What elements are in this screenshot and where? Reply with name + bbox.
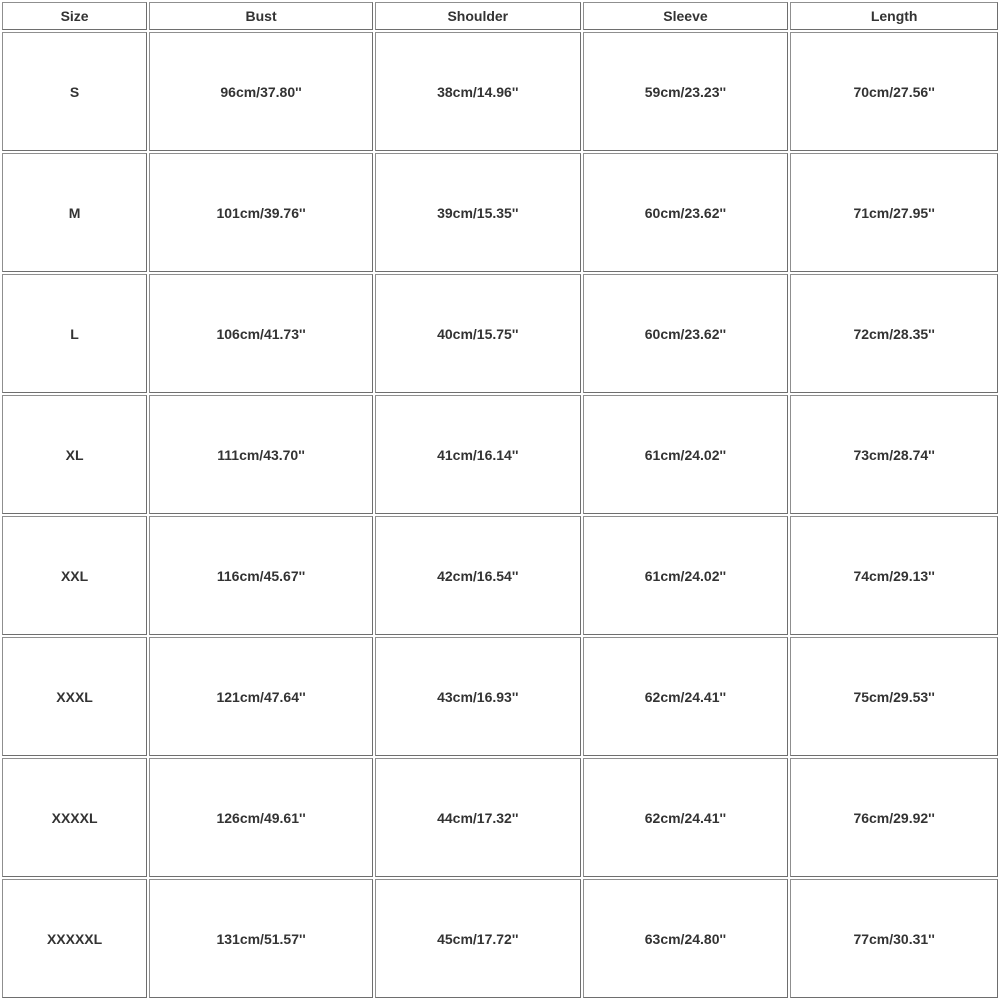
- shoulder-cell: 45cm/17.72'': [375, 879, 581, 998]
- table-header: [2, 2, 998, 30]
- length-cell: 73cm/28.74'': [790, 395, 998, 514]
- size-cell: XXXXXL: [2, 879, 147, 998]
- header-row: [2, 2, 998, 30]
- sleeve-cell: 60cm/23.62'': [583, 274, 789, 393]
- size-cell: M: [2, 153, 147, 272]
- bust-cell: 126cm/49.61'': [149, 758, 373, 877]
- bust-cell: 111cm/43.70'': [149, 395, 373, 514]
- header-shoulder: Shoulder: [375, 2, 581, 30]
- header-sleeve: Sleeve: [583, 2, 789, 30]
- shoulder-cell: 44cm/17.32'': [375, 758, 581, 877]
- table-row: [2, 32, 998, 151]
- length-cell: 74cm/29.13'': [790, 516, 998, 635]
- bust-cell: 131cm/51.57'': [149, 879, 373, 998]
- size-cell: XXXXL: [2, 758, 147, 877]
- sleeve-cell: 63cm/24.80'': [583, 879, 789, 998]
- header-bust: Bust: [149, 2, 373, 30]
- bust-cell: 96cm/37.80'': [149, 32, 373, 151]
- size-cell: XXXL: [2, 637, 147, 756]
- sleeve-cell: 61cm/24.02'': [583, 395, 789, 514]
- sleeve-cell: 59cm/23.23'': [583, 32, 789, 151]
- size-cell: L: [2, 274, 147, 393]
- header-length: Length: [790, 2, 998, 30]
- shoulder-cell: 40cm/15.75'': [375, 274, 581, 393]
- shoulder-cell: 38cm/14.96'': [375, 32, 581, 151]
- sleeve-cell: 61cm/24.02'': [583, 516, 789, 635]
- length-cell: 77cm/30.31'': [790, 879, 998, 998]
- header-size: Size: [2, 2, 147, 30]
- length-cell: 70cm/27.56'': [790, 32, 998, 151]
- bust-cell: 116cm/45.67'': [149, 516, 373, 635]
- table-row: [2, 274, 998, 393]
- sleeve-cell: 62cm/24.41'': [583, 758, 789, 877]
- bust-cell: 106cm/41.73'': [149, 274, 373, 393]
- length-cell: 76cm/29.92'': [790, 758, 998, 877]
- shoulder-cell: 39cm/15.35'': [375, 153, 581, 272]
- length-cell: 75cm/29.53'': [790, 637, 998, 756]
- table-row: [2, 637, 998, 756]
- size-cell: S: [2, 32, 147, 151]
- sleeve-cell: 60cm/23.62'': [583, 153, 789, 272]
- bust-cell: 121cm/47.64'': [149, 637, 373, 756]
- bust-cell: 101cm/39.76'': [149, 153, 373, 272]
- length-cell: 71cm/27.95'': [790, 153, 998, 272]
- table-row: [2, 516, 998, 635]
- table-row: [2, 153, 998, 272]
- shoulder-cell: 43cm/16.93'': [375, 637, 581, 756]
- sleeve-cell: 62cm/24.41'': [583, 637, 789, 756]
- table-row: [2, 758, 998, 877]
- size-cell: XL: [2, 395, 147, 514]
- shoulder-cell: 41cm/16.14'': [375, 395, 581, 514]
- table-row: [2, 395, 998, 514]
- length-cell: 72cm/28.35'': [790, 274, 998, 393]
- size-cell: XXL: [2, 516, 147, 635]
- shoulder-cell: 42cm/16.54'': [375, 516, 581, 635]
- table-row: [2, 879, 998, 998]
- table-body: [2, 32, 998, 998]
